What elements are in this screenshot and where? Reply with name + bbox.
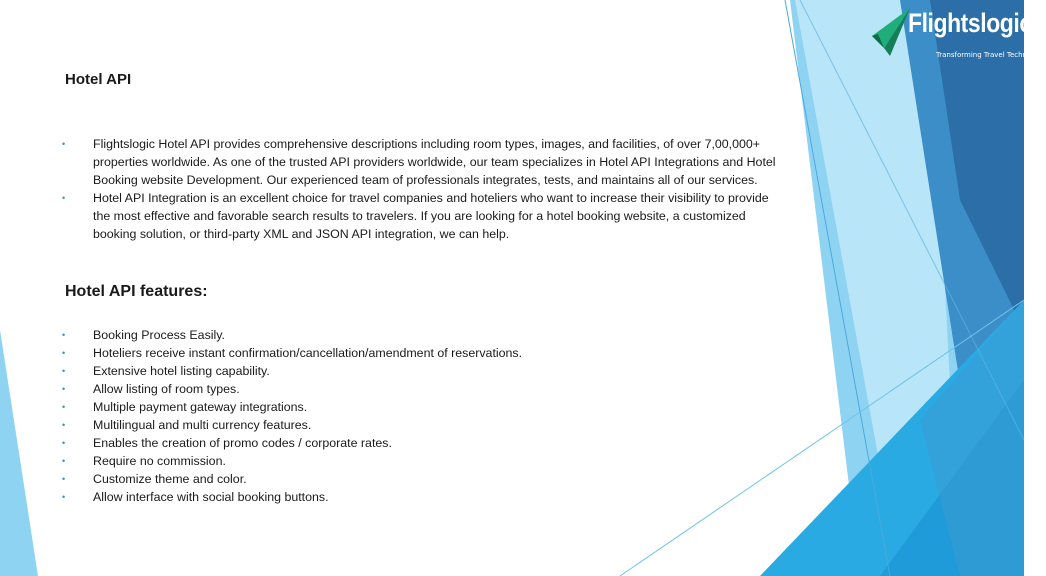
section-title-features: Hotel API features: xyxy=(65,283,208,300)
list-item: • Hoteliers receive instant confirmation/cancellation/amendment of reservations. xyxy=(62,344,682,362)
list-item: • Enables the creation of promo codes / corporate rates. xyxy=(62,434,682,452)
section-title-hotel-api: Hotel API xyxy=(65,71,132,88)
logo-name: Flightslogic xyxy=(908,8,1032,38)
list-item: • Hotel API Integration is an excellent choice for travel companies and hoteliers who want to increase their visibility to provide the most effective and favorable search results to travelers. If you are looking for a hotel booking website, a customized booking solution, or third-party XML and JSON API integration, we can help. xyxy=(62,189,782,243)
list-item: • Multiple payment gateway integrations. xyxy=(62,398,682,416)
list-item: • Extensive hotel listing capability. xyxy=(62,362,682,380)
list-item: • Allow listing of room types. xyxy=(62,380,682,398)
list-item: • Multilingual and multi currency features. xyxy=(62,416,682,434)
list-item: • Customize theme and color. xyxy=(62,470,682,488)
intro-bullet-list xyxy=(62,135,782,243)
paper-plane-icon xyxy=(870,6,912,58)
features-bullet-list xyxy=(62,326,682,506)
list-item: • Require no commission. xyxy=(62,452,682,470)
brand-logo xyxy=(870,6,1046,64)
list-item: • Flightslogic Hotel API provides comprehensive descriptions including room types, images, and facilities, of over 7,00,000+ properties worldwide. As one of the trusted API providers worldwide, our team specializes in Hotel API Integrations and Hotel Booking website Development. Our experienced team of professionals integrates, tests, and maintains all of our services. xyxy=(62,135,782,189)
logo-tagline: Transforming Travel Technology xyxy=(936,51,1046,59)
list-item: • Allow interface with social booking buttons. xyxy=(62,488,682,506)
list-item: • Booking Process Easily. xyxy=(62,326,682,344)
